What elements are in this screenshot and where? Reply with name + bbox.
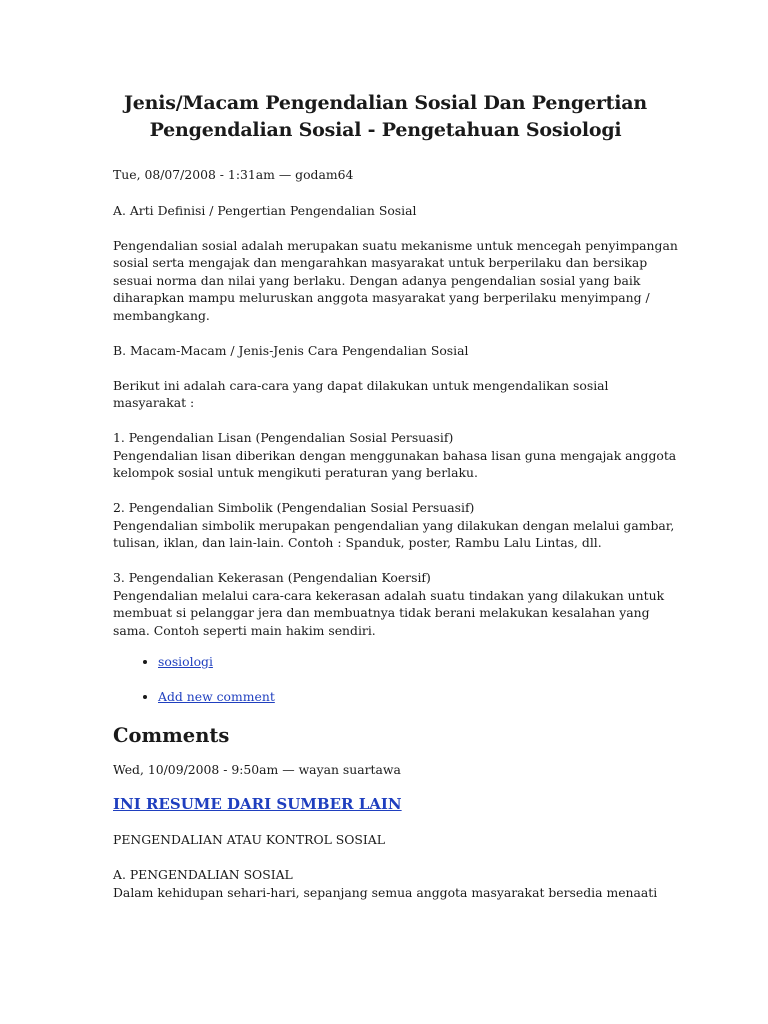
text-line: tulisan, iklan, dan lain-lain. Contoh : Spanduk, poster, Rambu Lalu Lintas, dll.: [113, 535, 602, 550]
section-a-paragraph: [113, 237, 678, 325]
control-type-3: [113, 569, 665, 639]
comment-section-heading: A. PENGENDALIAN SOSIAL: [113, 867, 293, 882]
text-line: sama. Contoh seperti main hakim sendiri.: [113, 622, 376, 638]
text-line: kelompok sosial untuk mengikuti peraturan yang berlaku.: [113, 465, 478, 480]
text-line: membuat si pelanggar jera dan membuatnya tidak berani melakukan kesalahan yang: [113, 605, 650, 620]
article-title: [113, 90, 658, 144]
text-line: Dalam kehidupan sehari-hari, sepanjang semua anggota masyarakat bersedia menaati: [113, 884, 658, 900]
section-a-heading: A. Arti Definisi / Pengertian Pengendalian Sosial: [113, 202, 417, 218]
control-type-1: [113, 429, 677, 482]
article-title-line-2: Pengendalian Sosial - Pengetahuan Sosiologi: [149, 119, 622, 141]
comment-section: [113, 866, 658, 901]
text-line: Pengendalian lisan diberikan dengan menggunakan bahasa lisan guna mengajak anggota: [113, 447, 677, 463]
text-line: sesuai norma dan nilai yang berlaku. Dengan adanya pengendalian sosial yang baik: [113, 272, 641, 288]
article-meta: Tue, 08/07/2008 - 1:31am — godam64: [113, 167, 354, 182]
text-line: masyarakat :: [113, 395, 195, 410]
list-item: [158, 653, 658, 671]
text-line: Pengendalian simbolik merupakan pengendalian yang dilakukan dengan melalui gambar,: [113, 517, 675, 533]
comment-meta: Wed, 10/09/2008 - 9:50am — wayan suartawa: [113, 762, 401, 777]
control-type-2-heading: 2. Pengendalian Simbolik (Pengendalian Sosial Persuasif): [113, 500, 475, 515]
comment-title-link[interactable]: INI RESUME DARI SUMBER LAIN: [113, 795, 402, 813]
comments-heading: Comments: [113, 724, 230, 747]
control-type-1-heading: 1. Pengendalian Lisan (Pengendalian Sosial Persuasif): [113, 430, 454, 445]
text-line: membangkang.: [113, 307, 210, 323]
comment-subtitle: PENGENDALIAN ATAU KONTROL SOSIAL: [113, 832, 385, 847]
control-type-3-heading: 3. Pengendalian Kekerasan (Pengendalian Koersif): [113, 570, 431, 585]
section-b-intro: [113, 377, 658, 412]
text-line: Pengendalian melalui cara-cara kekerasan adalah suatu tindakan yang dilakukan untuk: [113, 587, 665, 603]
section-b-heading: B. Macam-Macam / Jenis-Jenis Cara Pengendalian Sosial: [113, 342, 469, 358]
add-new-comment-link[interactable]: Add new comment: [158, 689, 275, 704]
text-line: sosial serta mengajak dan mengarahkan masyarakat untuk berperilaku dan bersikap: [113, 255, 648, 270]
article-content: [113, 90, 678, 901]
list-item: [158, 688, 658, 706]
article-links: [113, 653, 658, 706]
article-title-line-1: Jenis/Macam Pengendalian Sosial Dan Pengertian: [124, 92, 647, 114]
text-line: diharapkan mampu meluruskan anggota masyarakat yang berperilaku menyimpang /: [113, 290, 650, 305]
tag-link-sosiologi[interactable]: sosiologi: [158, 654, 213, 669]
control-type-2: [113, 499, 675, 552]
text-line: Berikut ini adalah cara-cara yang dapat dilakukan untuk mengendalikan sosial: [113, 377, 609, 393]
text-line: Pengendalian sosial adalah merupakan suatu mekanisme untuk mencegah penyimpangan: [113, 237, 678, 253]
